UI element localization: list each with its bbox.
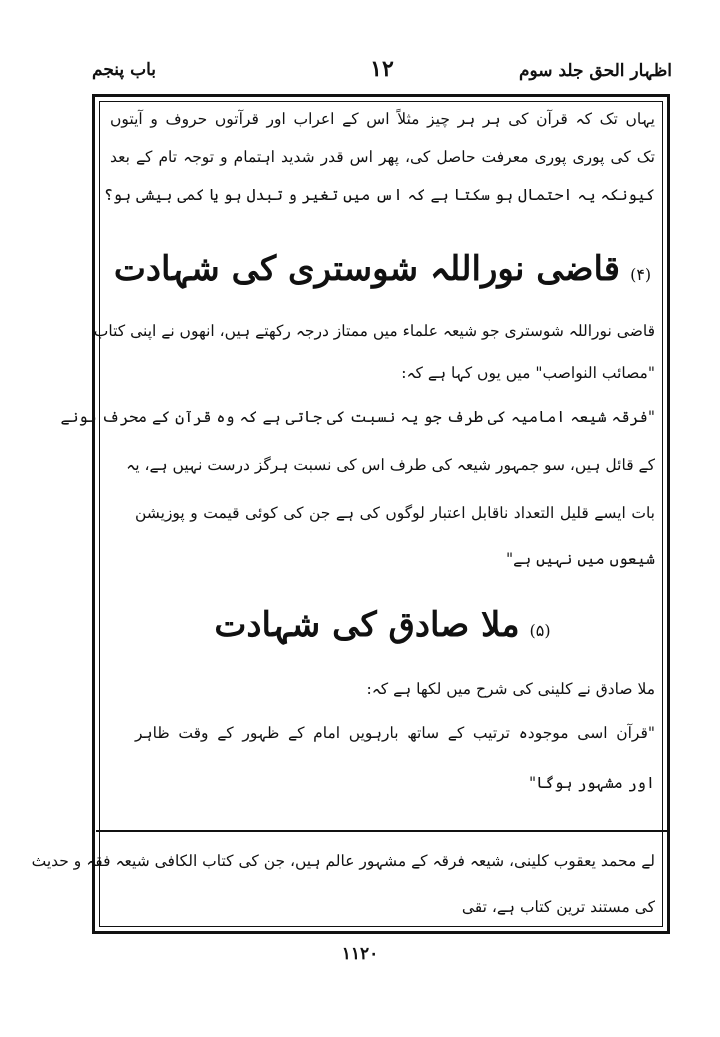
heading-4-number: (۴): [630, 265, 652, 284]
paragraph-line: قاضی نوراللہ شوستری جو شیعہ علماء میں ممتاز درجہ رکھتے ہیں، انھوں نے اپنی کتاب: [93, 322, 655, 340]
footnote-line: کی مستند ترین کتاب ہے، تقی: [461, 898, 655, 916]
heading-4-text: قاضی نوراللہ شوستری کی شہادت: [113, 249, 621, 289]
quote-line: "قرآن اسی موجودہ ترتیب کے ساتھ بارہویں امام کے ظہور کے وقت ظاہر: [135, 724, 655, 742]
section-heading-5: [110, 600, 655, 650]
header-page-number: ۱۲: [370, 56, 394, 82]
running-header: [92, 56, 672, 92]
quote-line: بات ایسے قلیل التعداد ناقابل اعتبار لوگوں کی ہے جن کی کوئی قیمت و پوزیشن: [135, 504, 655, 522]
footnote-line: لے محمد یعقوب کلینی، شیعہ فرقہ کے مشہور عالم ہیں، جن کی کتاب الکافی شیعہ فقہ و حدیث: [31, 852, 655, 870]
quote-line: کے قائل ہیں، سو جمہور شیعہ کی طرف اس کی نسبت ہرگز درست نہیں ہے، یہ: [126, 456, 655, 474]
section-heading-4: [110, 244, 655, 294]
header-chapter: باب پنجم: [92, 60, 156, 80]
heading-5-number: (۵): [529, 621, 551, 640]
heading-5-text: ملا صادق کی شہادت: [214, 605, 520, 645]
paragraph-line: "مصائب النواصب" میں یوں کہا ہے کہ:: [401, 364, 655, 382]
quote-line: "فرقہ شیعہ امامیہ کی طرف جو یہ نسبت کی جاتی ہے کہ وہ قرآن کے محرف ہونے: [60, 408, 655, 426]
paragraph-line: تک کی پوری پوری معرفت حاصل کی، پھر اس قدر شدید اہتمام و توجہ تام کے بعد: [110, 148, 655, 166]
paragraph-line: کیونکہ یہ احتمال ہو سکتا ہے کہ اس میں تغیر و تبدل ہو یا کمی بیشی ہو؟: [103, 186, 655, 204]
header-book-title: اظہار الحق جلد سوم: [518, 61, 672, 81]
quote-line: اور مشہور ہوگا": [529, 774, 655, 792]
footnote-divider: [96, 830, 670, 832]
page-number: ۱۱۲۰: [341, 944, 379, 964]
paragraph-line: یہاں تک کہ قرآن کی ہر ہر چیز مثلاً اس کے اعراب اور قرآتوں حروف و آیتوں: [110, 110, 655, 128]
quote-line: شیعوں میں نہیں ہے": [505, 550, 655, 568]
paragraph-line: ملا صادق نے کلینی کی شرح میں لکھا ہے کہ:: [366, 680, 655, 698]
